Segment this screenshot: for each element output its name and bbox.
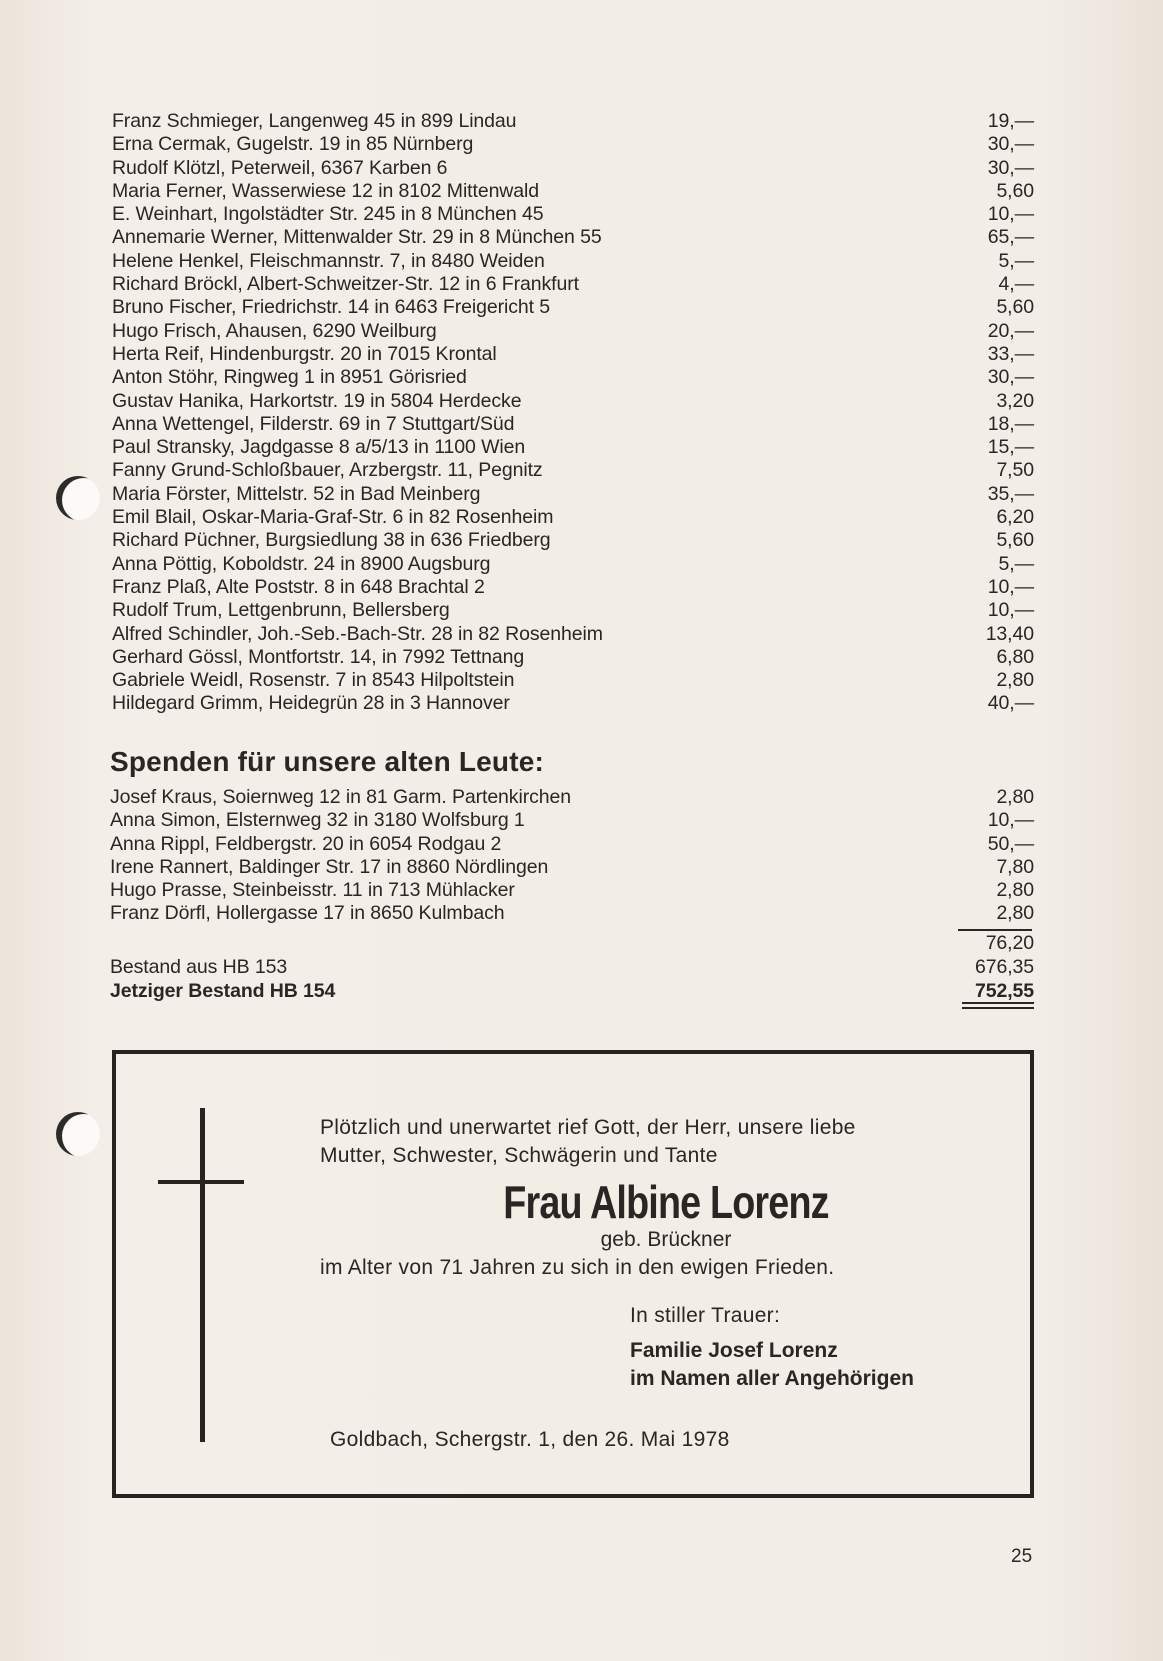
donor-name: Rudolf Trum, Lettgenbrunn, Bellersberg	[112, 599, 450, 622]
cross-icon-bar	[158, 1180, 244, 1184]
donor-row	[112, 646, 1034, 669]
donation-amount: 5,—	[998, 552, 1034, 575]
donor-name: Anton Stöhr, Ringweg 1 in 8951 Görisried	[112, 366, 467, 389]
donation-amount: 15,—	[987, 436, 1034, 459]
punch-hole-bottom	[56, 1112, 100, 1156]
donation-amount: 19,—	[987, 110, 1034, 132]
double-underline-top	[962, 1002, 1034, 1004]
donation-amount: 2,80	[996, 902, 1034, 925]
donor-name: Franz Plaß, Alte Poststr. 8 in 648 Brachtal 2	[112, 575, 485, 598]
donor-name: Maria Ferner, Wasserwiese 12 in 8102 Mittenwald	[112, 179, 540, 202]
donor-row	[110, 809, 1034, 832]
donor-name: Richard Püchner, Burgsiedlung 38 in 636 Friedberg	[112, 529, 551, 552]
donor-name: Anna Rippl, Feldbergstr. 20 in 6054 Rodgau 2	[110, 832, 502, 855]
donor-row	[112, 203, 1034, 226]
donor-row	[112, 273, 1034, 296]
previous-balance-label: Bestand aus HB 153	[110, 956, 288, 978]
donor-name: Gustav Hanika, Harkortstr. 19 in 5804 Herdecke	[112, 389, 522, 412]
donation-amount: 2,80	[996, 669, 1034, 692]
place-date: Goldbach, Schergstr. 1, den 26. Mai 1978	[330, 1428, 730, 1451]
donor-row	[112, 529, 1034, 552]
donor-name: Rudolf Klötzl, Peterweil, 6367 Karben 6	[112, 156, 448, 179]
donation-amount: 10,—	[987, 599, 1034, 622]
donation-amount: 10,—	[987, 575, 1034, 598]
obituary-notice	[112, 1050, 1034, 1498]
donor-row	[112, 110, 1034, 133]
cross-icon	[200, 1108, 205, 1442]
donor-name: Paul Stransky, Jagdgasse 8 a/5/13 in 1100 Wien	[112, 436, 526, 459]
donor-name: Fanny Grund-Schloßbauer, Arzbergstr. 11, Pegnitz	[112, 459, 543, 482]
donation-amount: 6,20	[996, 506, 1034, 529]
donation-amount: 10,—	[987, 809, 1034, 832]
donor-name: Herta Reif, Hindenburgstr. 20 in 7015 Krontal	[112, 342, 497, 365]
donor-list	[112, 110, 1034, 716]
donor-name: Annemarie Werner, Mittenwalder Str. 29 in 8 München 55	[112, 226, 602, 249]
donor-row	[112, 436, 1034, 459]
family-line-1: Familie Josef Lorenz	[630, 1339, 838, 1362]
donation-amount: 33,—	[987, 342, 1034, 365]
donation-amount: 5,—	[998, 249, 1034, 272]
donor-name: Anna Wettengel, Filderstr. 69 in 7 Stuttgart/Süd	[112, 412, 515, 435]
donor-name: Franz Dörfl, Hollergasse 17 in 8650 Kulmbach	[110, 902, 505, 925]
donor-row	[112, 157, 1034, 180]
donation-amount: 40,—	[987, 692, 1034, 715]
donor-name: Franz Schmieger, Langenweg 45 in 899 Lindau	[112, 110, 517, 132]
donation-amount: 5,60	[996, 179, 1034, 202]
donor-name: Josef Kraus, Soiernweg 12 in 81 Garm. Partenkirchen	[110, 786, 571, 808]
donor-name: Maria Förster, Mittelstr. 52 in Bad Meinberg	[112, 482, 481, 505]
donor-row	[112, 413, 1034, 436]
donation-amount: 7,50	[996, 459, 1034, 482]
donor-row	[112, 576, 1034, 599]
previous-balance-row	[110, 955, 1034, 979]
donor-row	[110, 786, 1034, 809]
donation-amount: 7,80	[996, 855, 1034, 878]
donation-amount: 6,80	[996, 645, 1034, 668]
current-balance-label: Jetziger Bestand HB 154	[110, 980, 336, 1002]
donor-row	[112, 250, 1034, 273]
donor-row	[112, 553, 1034, 576]
obituary-age-line: im Alter von 71 Jahren zu sich in den ewigen Frieden.	[320, 1256, 835, 1279]
donation-amount: 5,60	[996, 529, 1034, 552]
donation-amount: 65,—	[987, 226, 1034, 249]
donor-name: Richard Bröckl, Albert-Schweitzer-Str. 12 in 6 Frankfurt	[112, 273, 579, 296]
donor-row	[112, 366, 1034, 389]
donor-row	[112, 226, 1034, 249]
donation-amount: 10,—	[987, 203, 1034, 226]
donor-row	[110, 902, 1034, 925]
donor-name: Irene Rannert, Baldinger Str. 17 in 8860 Nördlingen	[110, 855, 549, 878]
donor-row	[110, 833, 1034, 856]
double-underline-bottom	[962, 1007, 1034, 1009]
current-balance-amount: 752,55	[974, 980, 1034, 1002]
donation-amount: 5,60	[996, 296, 1034, 319]
donation-amount: 3,20	[996, 389, 1034, 412]
donation-amount: 2,80	[996, 879, 1034, 902]
donor-name: Gerhard Gössl, Montfortstr. 14, in 7992 Tettnang	[112, 645, 525, 668]
totals-block	[110, 931, 1034, 1003]
donor-name: Erna Cermak, Gugelstr. 19 in 85 Nürnberg	[112, 133, 474, 156]
donor-row	[112, 599, 1034, 622]
page-number: 25	[1011, 1546, 1033, 1567]
punch-hole-top	[56, 476, 100, 520]
donation-amount: 2,80	[996, 786, 1034, 808]
donor-name: Hugo Prasse, Steinbeisstr. 11 in 713 Mühlacker	[110, 879, 515, 902]
donor-row	[112, 180, 1034, 203]
deceased-name: Frau Albine Lorenz	[503, 1176, 829, 1228]
donor-name: Anna Pöttig, Koboldstr. 24 in 8900 Augsburg	[112, 552, 491, 575]
donation-amount: 30,—	[987, 156, 1034, 179]
previous-balance-amount: 676,35	[974, 956, 1034, 978]
donor-row	[112, 506, 1034, 529]
donor-row	[110, 856, 1034, 879]
donor-name: Bruno Fischer, Friedrichstr. 14 in 6463 Freigericht 5	[112, 296, 550, 319]
subtotal-amount: 76,20	[985, 932, 1034, 954]
donor-name: Hugo Frisch, Ahausen, 6290 Weilburg	[112, 319, 437, 342]
family-line-2: im Namen aller Angehörigen	[630, 1367, 914, 1390]
donation-amount: 20,—	[987, 319, 1034, 342]
donor-name: Hildegard Grimm, Heidegrün 28 in 3 Hannover	[112, 692, 510, 715]
donor-row	[112, 390, 1034, 413]
donor-row	[112, 320, 1034, 343]
donor-name: E. Weinhart, Ingolstädter Str. 245 in 8 München 45	[112, 203, 544, 226]
donor-name: Gabriele Weidl, Rosenstr. 7 in 8543 Hilpoltstein	[112, 669, 515, 692]
donation-amount: 30,—	[987, 366, 1034, 389]
donation-amount: 13,40	[985, 622, 1034, 645]
donor-row	[112, 623, 1034, 646]
donor-name: Anna Simon, Elsternweg 32 in 3180 Wolfsburg 1	[110, 809, 525, 832]
obituary-intro	[320, 1114, 1000, 1170]
donor-row	[112, 133, 1034, 156]
obituary-intro-line-2: Mutter, Schwester, Schwägerin und Tante	[320, 1144, 718, 1167]
donor-row	[112, 296, 1034, 319]
elderly-donor-list	[110, 786, 1034, 926]
donor-row	[112, 669, 1034, 692]
mourning-label: In stiller Trauer:	[630, 1304, 781, 1327]
current-balance-row	[110, 979, 1034, 1003]
donor-name: Helene Henkel, Fleischmannstr. 7, in 8480 Weiden	[112, 249, 545, 272]
donor-name: Alfred Schindler, Joh.-Seb.-Bach-Str. 28 in 82 Rosenheim	[112, 622, 603, 645]
donation-amount: 18,—	[987, 412, 1034, 435]
donor-row	[112, 343, 1034, 366]
obituary-intro-line-1: Plötzlich und unerwartet rief Gott, der Herr, unsere liebe	[320, 1116, 856, 1139]
donor-name: Emil Blail, Oskar-Maria-Graf-Str. 6 in 82 Rosenheim	[112, 506, 554, 529]
elderly-donations-heading: Spenden für unsere alten Leute:	[110, 746, 545, 777]
donation-amount: 30,—	[987, 133, 1034, 156]
donor-row	[112, 459, 1034, 482]
donor-row	[112, 483, 1034, 506]
mourning-family	[630, 1337, 914, 1393]
birth-name: geb. Brückner	[600, 1228, 732, 1251]
donation-amount: 35,—	[987, 482, 1034, 505]
donation-amount: 50,—	[987, 832, 1034, 855]
donor-row	[110, 879, 1034, 902]
subtotal-row	[110, 931, 1034, 955]
donor-row	[112, 692, 1034, 715]
donation-amount: 4,—	[998, 273, 1034, 296]
